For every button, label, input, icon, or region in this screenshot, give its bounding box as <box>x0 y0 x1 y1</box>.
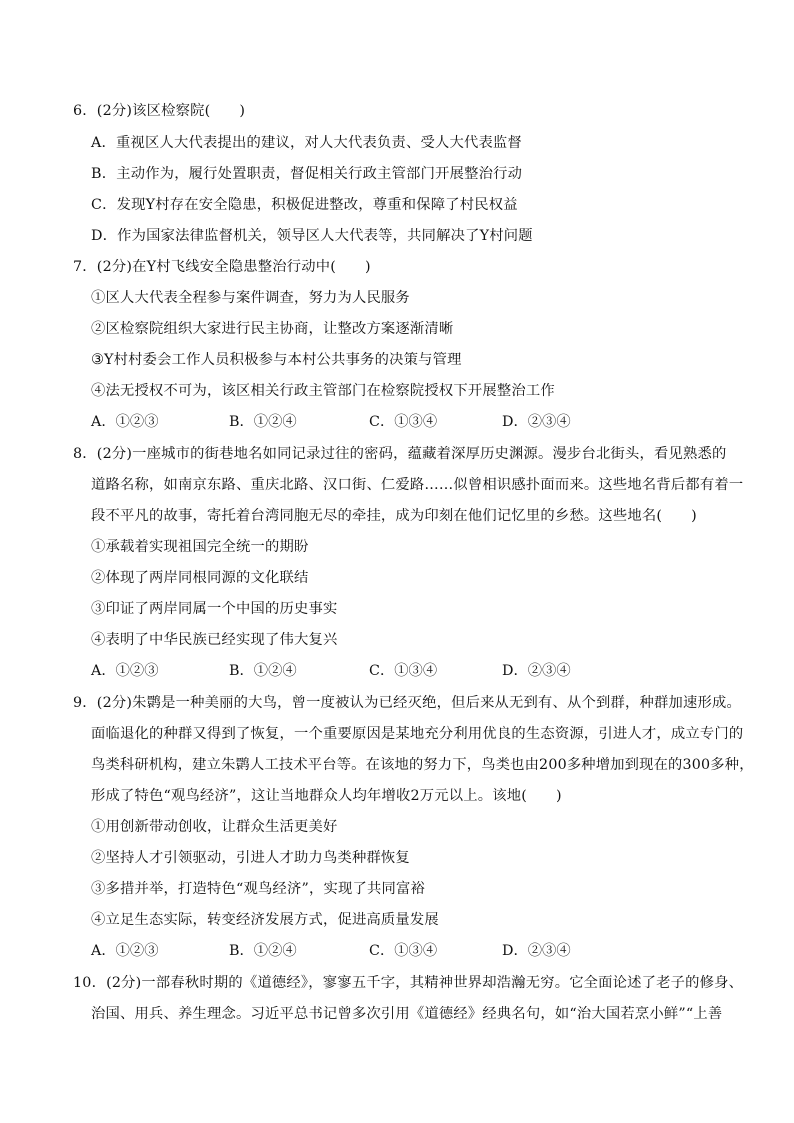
question-8-choice-c: C．①③④ <box>369 663 438 679</box>
question-6-option-d: D．作为国家法律监督机关，领导区人大代表等，共同解决了Y村问题 <box>91 228 533 244</box>
question-9-item-2: ②坚持人才引领驱动，引进人才助力鸟类种群恢复 <box>91 850 410 866</box>
question-7-stem: 7．(2分)在Y村飞线安全隐患整治行动中( ) <box>73 259 371 275</box>
question-9-stem-line-3: 鸟类科研机构，建立朱鹮人工技术平台等。在该地的努力下，鸟类也由200多种增加到现在的300多种， <box>91 757 754 773</box>
question-9-stem-line-4: 形成了特色“观鸟经济”，这让当地群众人均年增收2万元以上。该地( ) <box>91 788 562 804</box>
question-9-choice-d: D．②③④ <box>502 943 571 959</box>
question-10-stem-line-2: 治国、用兵、养生理念。习近平总书记曾多次引用《道德经》经典名句，如“治大国若烹小鲜”“上善 <box>91 1006 723 1022</box>
question-8-choice-a: A．①②③ <box>91 663 159 679</box>
question-7-item-1: ①区人大代表全程参与案件调查，努力为人民服务 <box>91 290 410 306</box>
question-6-option-b: B．主动作为，履行处置职责，督促相关行政主管部门开展整治行动 <box>91 166 523 182</box>
question-9-choice-c: C．①③④ <box>369 943 438 959</box>
question-7-item-3: ③Y村村委会工作人员积极参与本村公共事务的决策与管理 <box>91 352 462 368</box>
question-6-stem: 6．(2分)该区检察院( ) <box>73 103 246 119</box>
question-9-choice-b: B．①②④ <box>229 943 297 959</box>
question-8-choice-b: B．①②④ <box>229 663 297 679</box>
question-8-stem-line-1: 8．(2分)一座城市的街巷地名如同记录过往的密码，蕴藏着深厚历史渊源。漫步台北街头，看见熟悉的 <box>73 446 727 462</box>
question-7-choice-b: B．①②④ <box>229 414 297 430</box>
question-7-item-2: ②区检察院组织大家进行民主协商，让整改方案逐渐清晰 <box>91 321 454 337</box>
question-6-option-a: A．重视区人大代表提出的建议，对人大代表负责、受人大代表监督 <box>91 135 522 151</box>
question-9-item-1: ①用创新带动创收，让群众生活更美好 <box>91 819 338 835</box>
question-8-item-2: ②体现了两岸同根同源的文化联结 <box>91 570 309 586</box>
question-9-choice-a: A．①②③ <box>91 943 159 959</box>
question-8-item-1: ①承载着实现祖国完全统一的期盼 <box>91 539 309 555</box>
question-8-choice-d: D．②③④ <box>502 663 571 679</box>
question-8-item-3: ③印证了两岸同属一个中国的历史事实 <box>91 601 338 617</box>
question-7-item-4: ④法无授权不可为，该区相关行政主管部门在检察院授权下开展整治工作 <box>91 383 555 399</box>
question-8-item-4: ④表明了中华民族已经实现了伟大复兴 <box>91 632 338 648</box>
question-7-choice-c: C．①③④ <box>369 414 438 430</box>
question-9-item-4: ④立足生态实际，转变经济发展方式，促进高质量发展 <box>91 912 439 928</box>
question-8-stem-line-2: 道路名称，如南京东路、重庆北路、汉口街、仁爱路……似曾相识感扑面而来。这些地名背后都有着一 <box>91 477 744 493</box>
question-10-stem-line-1: 10．(2分)一部春秋时期的《道德经》，寥寥五千字，其精神世界却浩瀚无穷。它全面论述了老子的修身、 <box>73 975 744 991</box>
question-8-stem-line-3: 段不平凡的故事，寄托着台湾同胞无尽的牵挂，成为印刻在他们记忆里的乡愁。这些地名( ) <box>91 508 697 524</box>
question-9-stem-line-2: 面临退化的种群又得到了恢复，一个重要原因是某地充分利用优良的生态资源，引进人才，成立专门的 <box>91 726 744 742</box>
question-6-option-c: C．发现Y村存在安全隐患，积极促进整改，尊重和保障了村民权益 <box>91 197 518 213</box>
question-7-choice-a: A．①②③ <box>91 414 159 430</box>
question-9-stem-line-1: 9．(2分)朱鹮是一种美丽的大鸟，曾一度被认为已经灭绝，但后来从无到有、从个到群，种群加速形成。 <box>73 695 742 711</box>
question-9-item-3: ③多措并举，打造特色“观鸟经济”，实现了共同富裕 <box>91 881 425 897</box>
question-7-choice-d: D．②③④ <box>502 414 571 430</box>
